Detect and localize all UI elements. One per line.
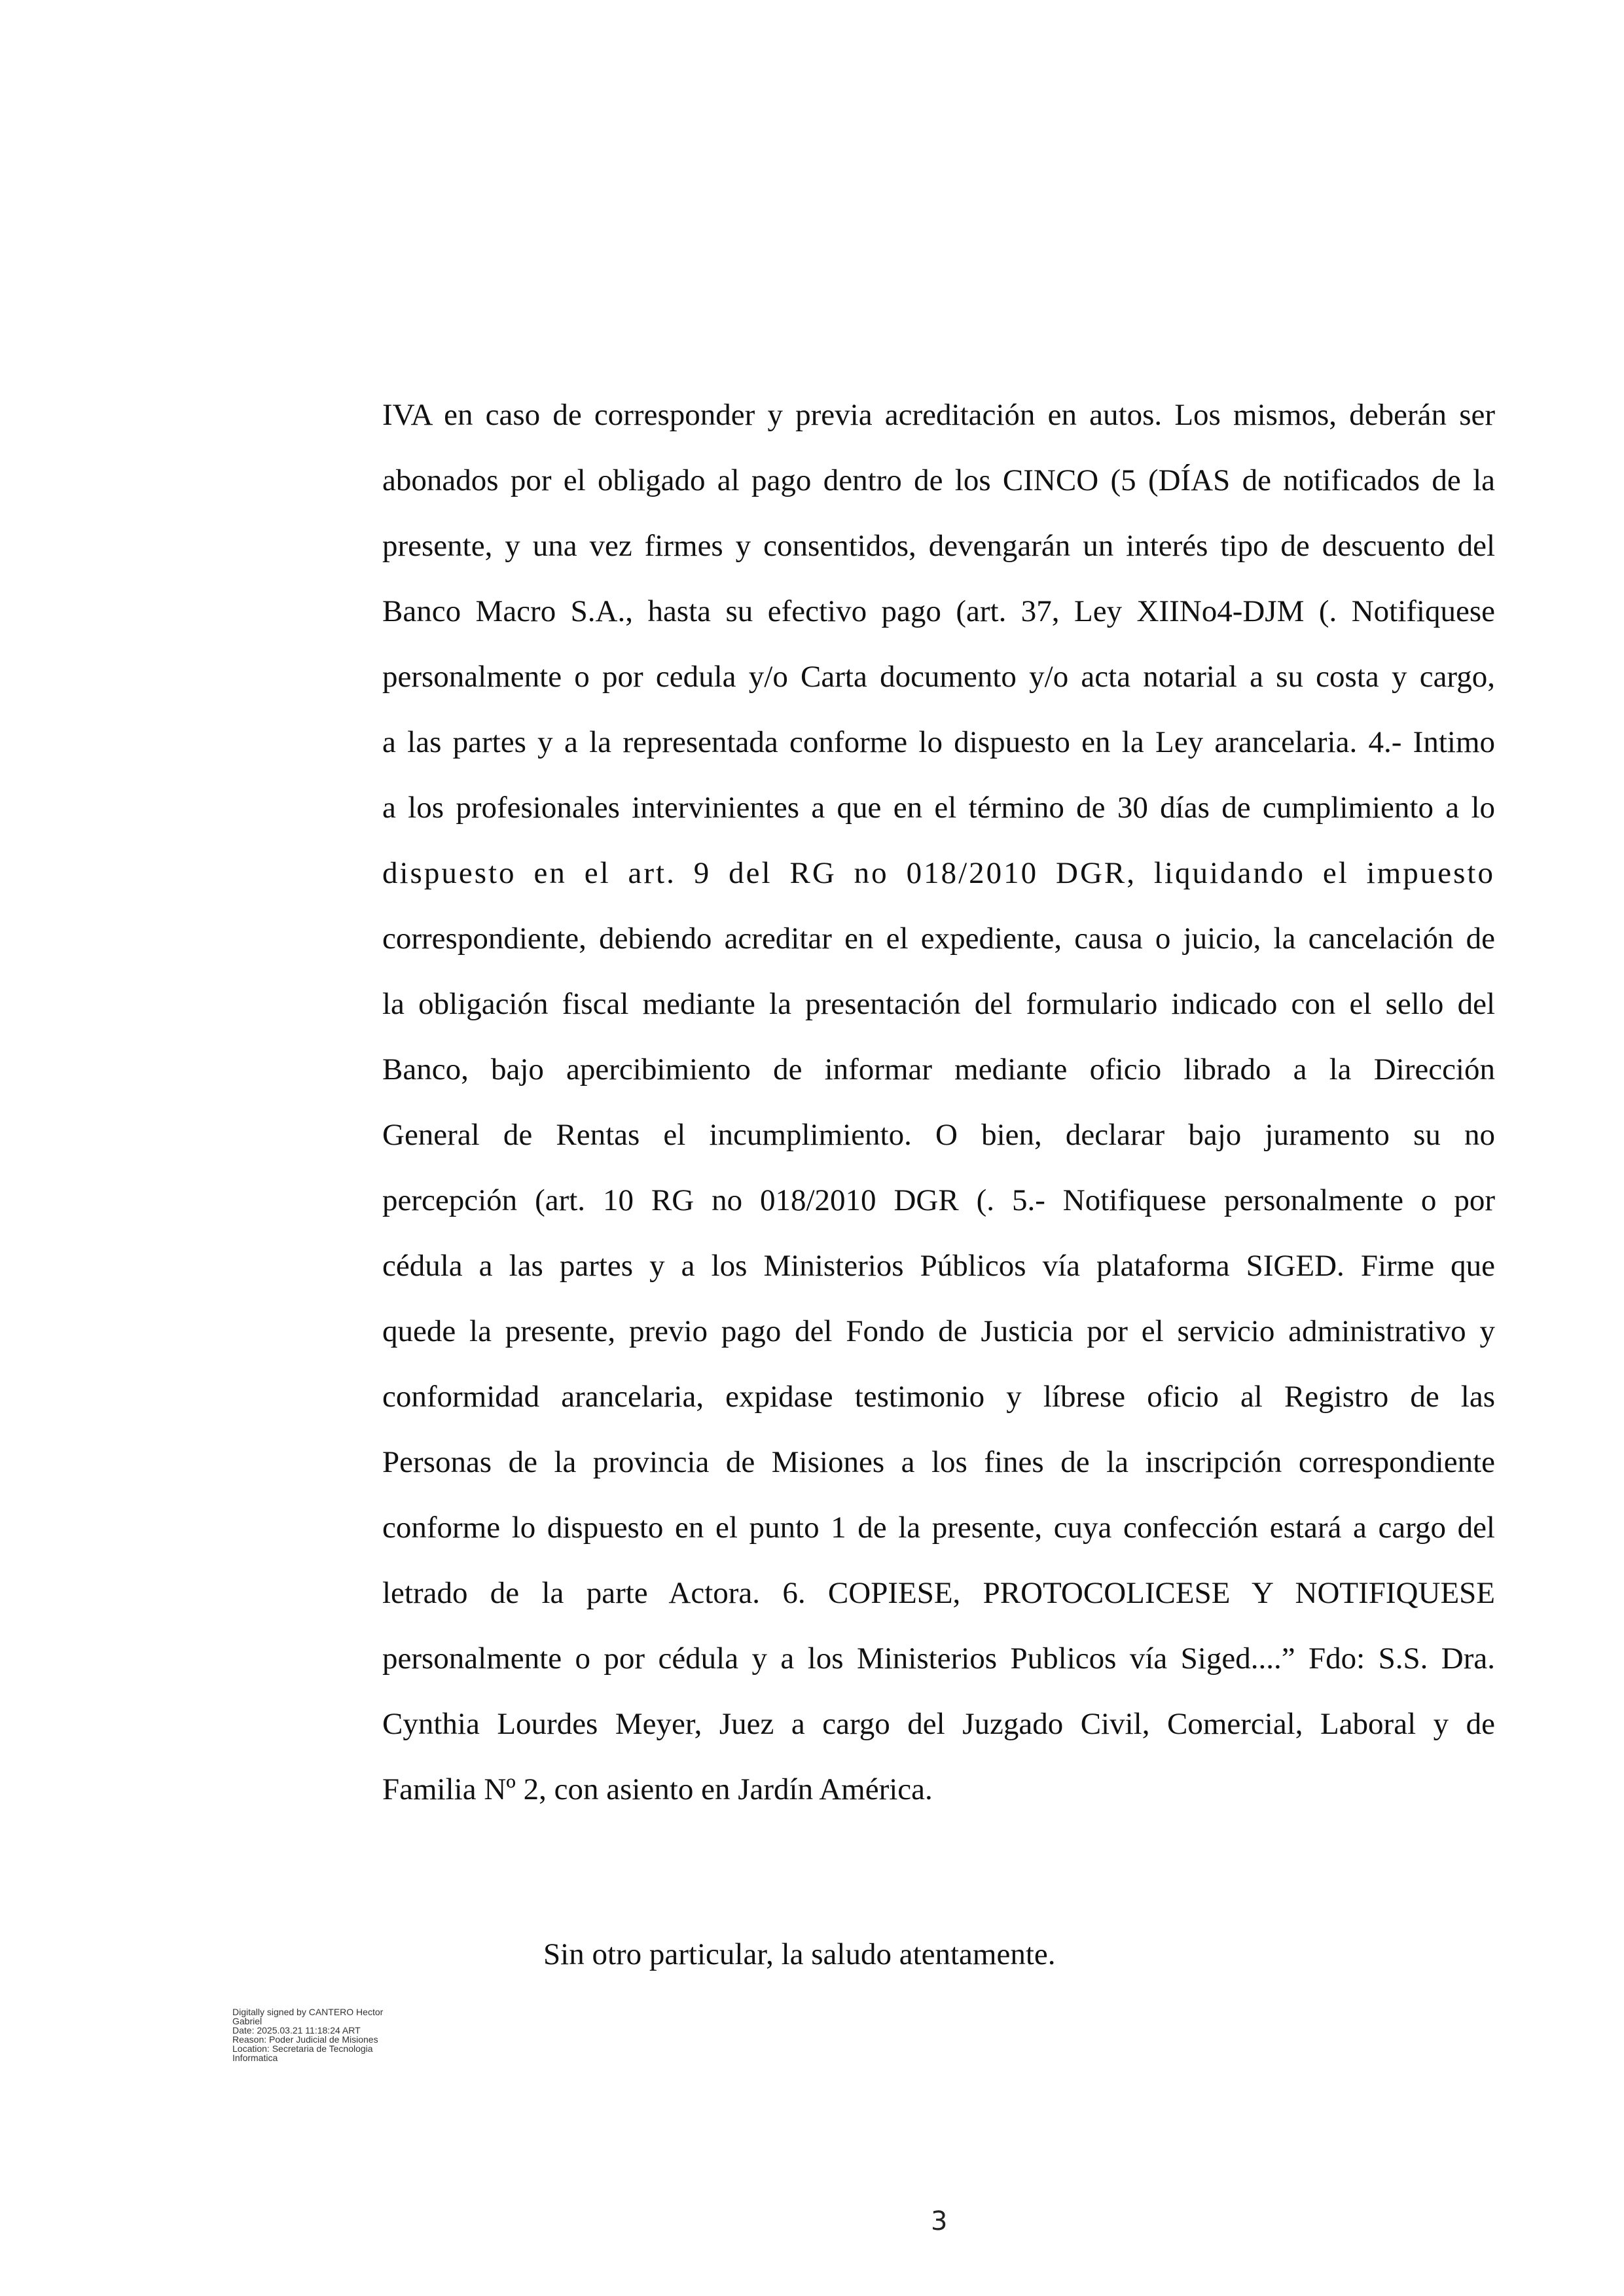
body-line: personalmente o por cédula y a los Ministerios Publicos vía Siged....” Fdo: S.S. Dra. — [382, 1641, 1495, 1676]
body-line: Familia Nº 2, con asiento en Jardín América. — [382, 1772, 933, 1806]
body-line: IVA en caso de corresponder y previa acreditación en autos. Los mismos, deberán ser — [382, 398, 1495, 432]
digital-signature-block — [232, 2007, 455, 2062]
signature-line: Date: 2025.03.21 11:18:24 ART — [232, 2025, 361, 2036]
page-number: 3 — [931, 2206, 948, 2236]
body-line: Personas de la provincia de Misiones a los fines de la inscripción correspondiente — [382, 1445, 1495, 1479]
body-line: Cynthia Lourdes Meyer, Juez a cargo del Juzgado Civil, Comercial, Laboral y de — [382, 1707, 1495, 1741]
signature-line: Gabriel — [232, 2016, 262, 2026]
body-line: Banco Macro S.A., hasta su efectivo pago (art. 37, Ley XIINo4-DJM (. Notifiquese — [382, 594, 1495, 628]
closing-salutation: Sin otro particular, la saludo atentamente. — [543, 1937, 1056, 1971]
body-line: letrado de la parte Actora. 6. COPIESE, PROTOCOLICESE Y NOTIFIQUESE — [382, 1576, 1495, 1610]
body-line: conforme lo dispuesto en el punto 1 de la presente, cuya confección estará a cargo del — [382, 1511, 1495, 1545]
body-line: dispuesto en el art. 9 del RG no 018/2010 DGR, liquidando el impuesto — [382, 856, 1495, 890]
signature-line: Digitally signed by CANTERO Hector — [232, 2007, 384, 2017]
body-line: General de Rentas el incumplimiento. O bien, declarar bajo juramento su no — [382, 1118, 1495, 1152]
body-line: a los profesionales intervinientes a que en el término de 30 días de cumplimiento a lo — [382, 791, 1495, 825]
body-line: correspondiente, debiendo acreditar en el expediente, causa o juicio, la cancelación de — [382, 922, 1495, 956]
body-line: a las partes y a la representada conforme lo dispuesto en la Ley arancelaria. 4.- Intimo — [382, 725, 1495, 759]
signature-line: Reason: Poder Judicial de Misiones — [232, 2034, 378, 2045]
body-line: abonados por el obligado al pago dentro de los CINCO (5 (DÍAS de notificados de la — [382, 463, 1495, 497]
body-line: presente, y una vez firmes y consentidos, devengarán un interés tipo de descuento del — [382, 529, 1495, 563]
body-line: Banco, bajo apercibimiento de informar mediante oficio librado a la Dirección — [382, 1052, 1495, 1086]
body-line: la obligación fiscal mediante la presentación del formulario indicado con el sello del — [382, 987, 1495, 1021]
body-paragraph — [382, 391, 1495, 1831]
body-line: percepción (art. 10 RG no 018/2010 DGR (. 5.- Notifiquese personalmente o por — [382, 1183, 1495, 1217]
body-line: quede la presente, previo pago del Fondo de Justicia por el servicio administrativo y — [382, 1314, 1495, 1348]
body-line: conformidad arancelaria, expidase testimonio y líbrese oficio al Registro de las — [382, 1380, 1495, 1414]
body-line: personalmente o por cedula y/o Carta documento y/o acta notarial a su costa y cargo, — [382, 660, 1495, 694]
body-line: cédula a las partes y a los Ministerios Públicos vía plataforma SIGED. Firme que — [382, 1249, 1495, 1283]
signature-line: Informatica — [232, 2053, 278, 2063]
signature-line: Location: Secretaria de Tecnologia — [232, 2043, 373, 2054]
